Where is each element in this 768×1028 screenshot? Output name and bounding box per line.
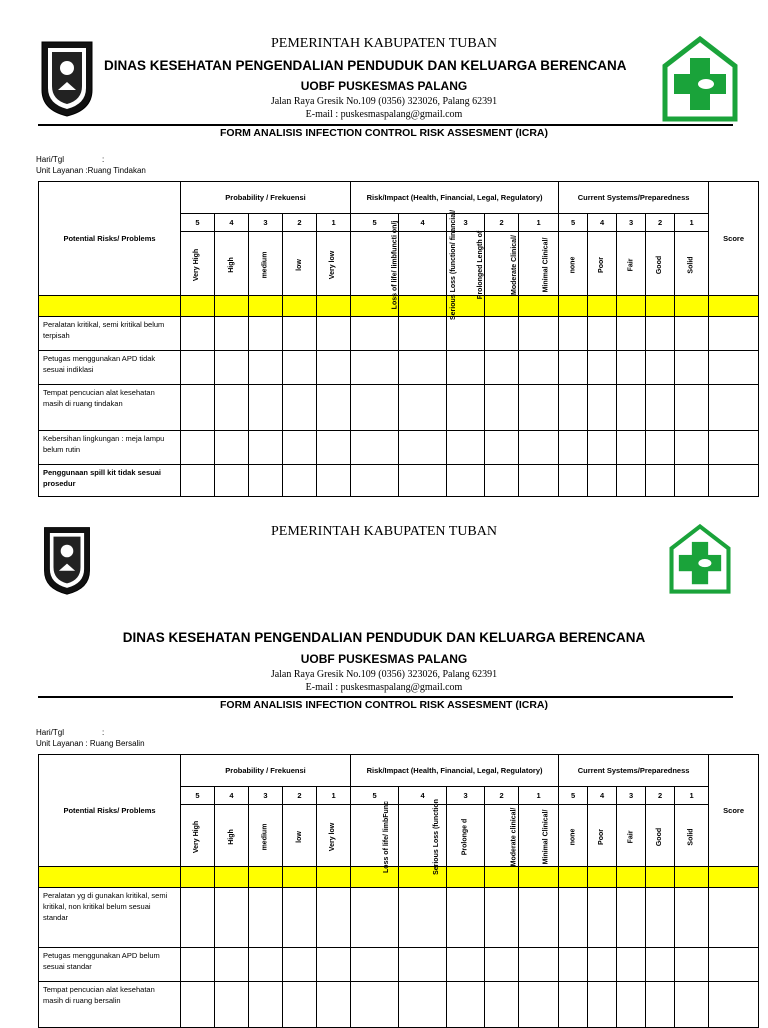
- col-label: Fair: [627, 258, 635, 271]
- form-title: FORM ANALISIS INFECTION CONTROL RISK ASSESMENT (ICRA): [219, 127, 549, 139]
- col-label: Serious Loss (function: [432, 798, 440, 875]
- col-label: Solid: [687, 827, 695, 846]
- risk-item: Tempat pencucian alat kesehatan masih di ruang bersalin: [39, 982, 181, 1028]
- col-label: Poor: [598, 256, 606, 273]
- risk-item: Peralatan kritikal, semi kritikal belum terpisah: [39, 317, 181, 351]
- col-label: Good: [656, 255, 664, 274]
- col-label: medium: [261, 251, 269, 278]
- gov-title: PEMERINTAH KABUPATEN TUBAN: [270, 524, 497, 539]
- probability-header: Probability / Frekuensi: [181, 182, 351, 214]
- col-label: Serious Loss (function/ financial/: [450, 209, 458, 320]
- date-line: Hari/Tgl :: [36, 155, 105, 164]
- table-row: [39, 948, 759, 982]
- puskesmas-logo: [662, 524, 738, 594]
- table-row: [39, 351, 759, 385]
- dept-title: DINAS KESEHATAN PENGENDALIAN PENDUDUK DAN KELUARGA BERENCANA: [104, 58, 627, 73]
- col-label: Prolonge d: [461, 818, 469, 855]
- potential-header: Potential Risks/ Problems: [39, 182, 181, 296]
- icra-table-1: Potential Risks/ Problems Probability / Frekuensi Risk/Impact (Health, Financial, Legal, Regulatory) Current Systems/Preparedness Score 5 4 3 2 1 5 4 3 2 1 5 4 3 2 1 Very High High medium low Very low Loss of life/ limbfuncti on/j Serious Loss (function/ financial/ Prolonged Length of Moderate Clinical/ Minimal Clinical/ none Poor Fair Good Solid Peralatan kritikal, semi kritikal belum terpisah Petugas menggunakan APD tidak sesuai indiklasi Tempat pencucian alat kesehatan masih di ruang tindakan Kebersihan lingkungan : meja lampu belum rutin Penggunaan spill kit tidak sesuai prosedur: [38, 181, 759, 497]
- col-label: High: [227, 828, 235, 845]
- col-label: Very High: [193, 248, 201, 281]
- col-label: Moderate Clinical/: [511, 234, 518, 295]
- form-title: FORM ANALISIS INFECTION CONTROL RISK ASSESMENT (ICRA): [219, 699, 549, 711]
- current-header: Current Systems/Preparedness: [559, 182, 709, 214]
- col-label: none: [569, 828, 577, 845]
- col-label: Solid: [687, 255, 695, 274]
- gov-title: PEMERINTAH KABUPATEN TUBAN: [270, 36, 497, 51]
- unit-title: UOBF PUSKESMAS PALANG: [300, 79, 468, 93]
- table-row: [39, 888, 759, 948]
- risk-item: Petugas menggunakan APD belum sesuai standar: [39, 948, 181, 982]
- address: Jalan Raya Gresik No.109 (0356) 323026, Palang 62391: [270, 669, 498, 680]
- score-header: Score: [709, 182, 759, 296]
- col-label: Loss of life/ limbFunc: [383, 800, 391, 873]
- email: E-mail : puskesmaspalang@gmail.com: [305, 682, 463, 693]
- col-label: Good: [656, 827, 664, 846]
- unit-line: Unit Layanan :Ruang Tindakan: [36, 166, 146, 175]
- risk-header: Risk/Impact (Health, Financial, Legal, Regulatory): [351, 755, 559, 787]
- table-row: [39, 982, 759, 1028]
- unit-line: Unit Layanan : Ruang Bersalin: [36, 739, 145, 748]
- col-label: medium: [261, 823, 269, 850]
- address: Jalan Raya Gresik No.109 (0356) 323026, Palang 62391: [270, 96, 498, 107]
- highlight-row: [39, 867, 759, 888]
- col-label: low: [295, 258, 303, 271]
- col-label: Moderate clinical/: [510, 807, 518, 866]
- dept-title: DINAS KESEHATAN PENGENDALIAN PENDUDUK DAN KELUARGA BERENCANA: [122, 630, 646, 645]
- risk-item: Peralatan yg di gunakan kritikal, semi kritikal, non kritikal belum sesuai standar: [39, 888, 181, 948]
- table-row: [39, 385, 759, 431]
- table-row: [39, 317, 759, 351]
- col-label: Minimal Clinical/: [542, 237, 550, 292]
- col-label: Poor: [598, 828, 606, 845]
- icra-table-2: Potential Risks/ Problems Probability / Frekuensi Risk/Impact (Health, Financial, Legal, Regulatory) Current Systems/Preparedness Score 5 4 3 2 1 5 4 3 2 1 5 4 3 2 1 Very High High medium low Very low Loss of life/ limbFunc Serious Loss (function Prolonge d Moderate clinical/ Minimal Clinical/ none Poor Fair Good Solid Peralatan yg di gunakan kritikal, semi kritikal, non kritikal belum sesuai standar Petugas menggunakan APD belum sesuai standar Tempat pencucian alat kesehatan masih di ruang bersalin: [38, 754, 759, 1028]
- col-label: Very High: [193, 820, 201, 853]
- col-label: Minimal Clinical/: [542, 809, 550, 864]
- col-label: Very low: [329, 822, 337, 851]
- col-label: low: [295, 830, 303, 843]
- date-line: Hari/Tgl :: [36, 728, 105, 737]
- email: E-mail : puskesmaspalang@gmail.com: [305, 109, 463, 120]
- col-label: Loss of life/ limbfuncti on/j: [391, 220, 399, 309]
- table-row: [39, 431, 759, 465]
- col-label: Fair: [627, 830, 635, 843]
- table-row: [39, 465, 759, 497]
- risk-item: Kebersihan lingkungan : meja lampu belum rutin: [39, 431, 181, 465]
- risk-item: Tempat pencucian alat kesehatan masih di ruang tindakan: [39, 385, 181, 431]
- risk-item: Penggunaan spill kit tidak sesuai prosedur: [39, 465, 181, 497]
- score-header: Score: [709, 755, 759, 867]
- col-label: Very low: [329, 250, 337, 279]
- unit-title: UOBF PUSKESMAS PALANG: [300, 652, 468, 666]
- col-label: none: [569, 256, 577, 273]
- col-label: Prolonged Length of: [477, 230, 485, 299]
- risk-header: Risk/Impact (Health, Financial, Legal, Regulatory): [351, 182, 559, 214]
- probability-header: Probability / Frekuensi: [181, 755, 351, 787]
- potential-header: Potential Risks/ Problems: [39, 755, 181, 867]
- col-label: High: [227, 256, 235, 273]
- current-header: Current Systems/Preparedness: [559, 755, 709, 787]
- puskesmas-logo: [662, 36, 738, 122]
- risk-item: Petugas menggunakan APD tidak sesuai indiklasi: [39, 351, 181, 385]
